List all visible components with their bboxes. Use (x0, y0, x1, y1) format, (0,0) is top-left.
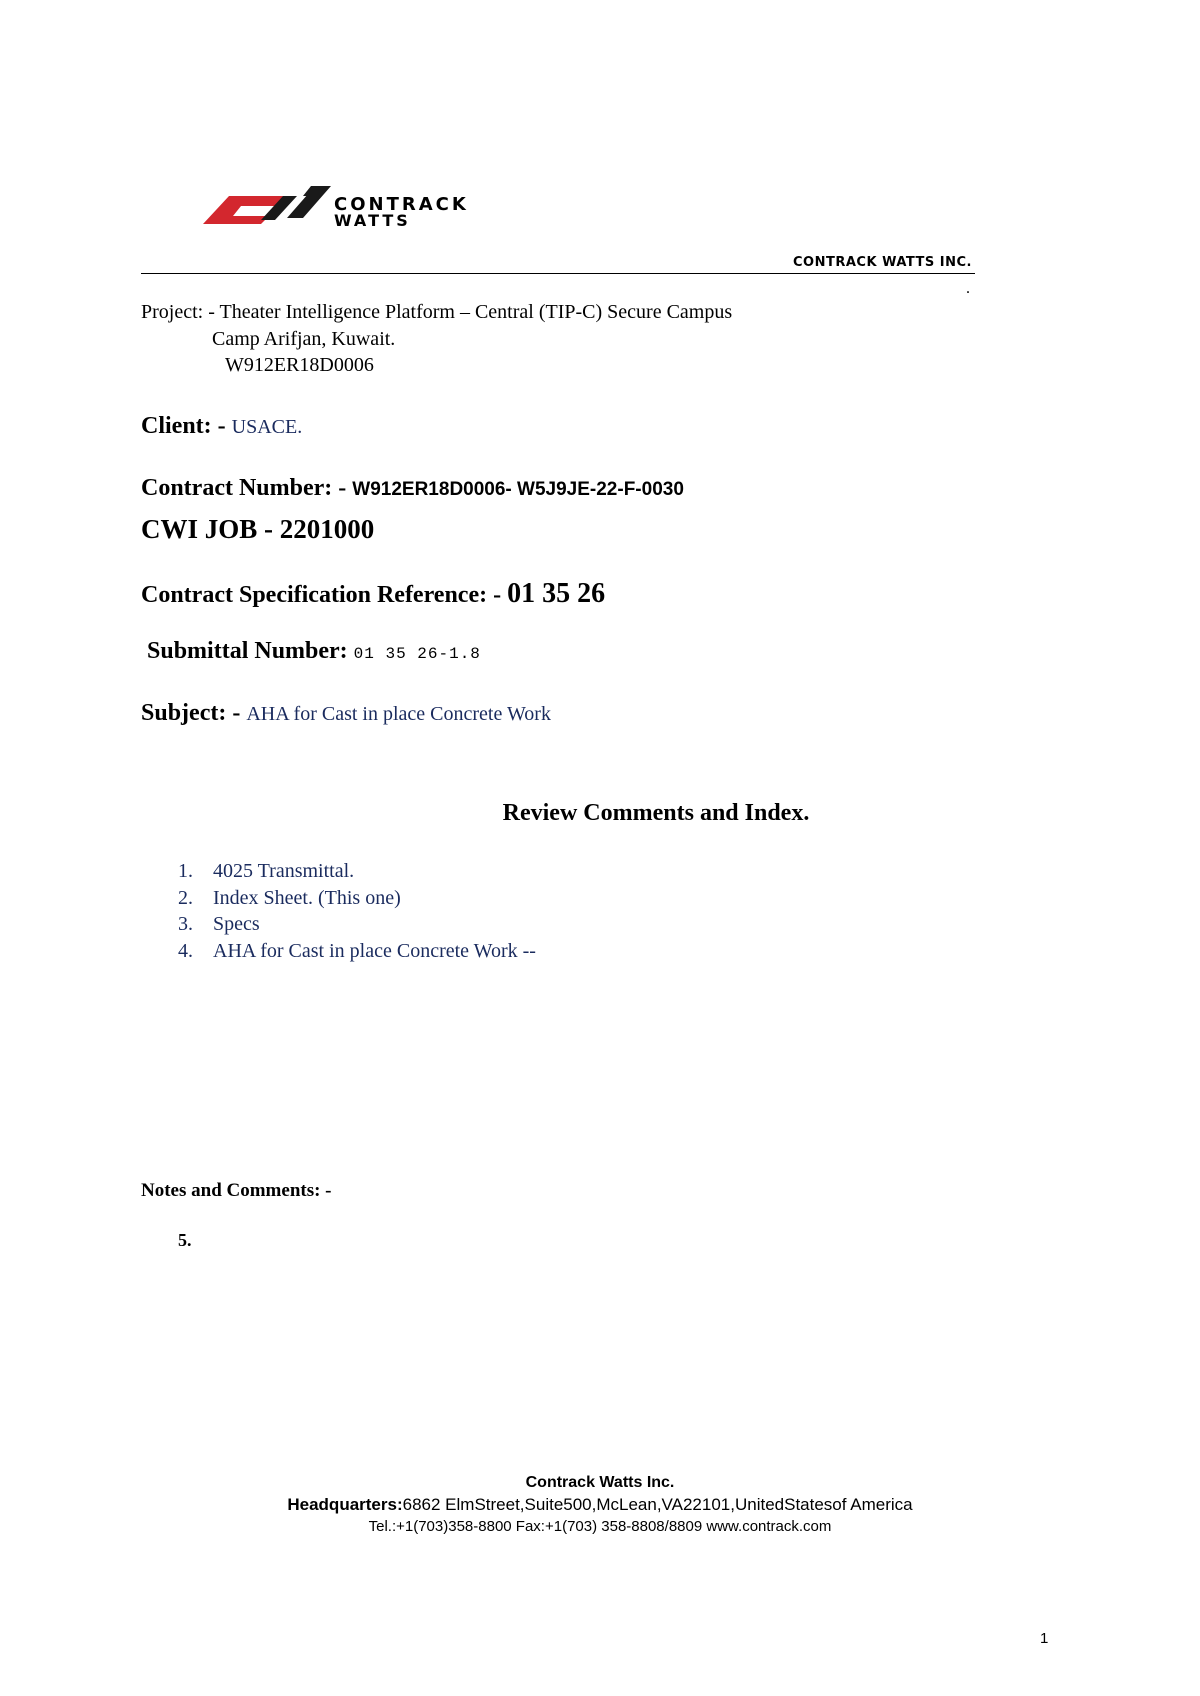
subject-field (141, 700, 551, 727)
list-item (170, 885, 536, 912)
footer-address (0, 1494, 1200, 1516)
client-field (141, 413, 302, 440)
list-item-number: 3. (178, 913, 193, 935)
logo-line-1: CONTRACK (334, 194, 469, 215)
list-item-number: 4. (178, 939, 193, 962)
client-value: USACE. (231, 416, 303, 438)
list-item-text: Index Sheet. (This one) (213, 886, 401, 909)
submittal-value: 01 35 26-1.8 (353, 645, 481, 663)
submittal-label: Submittal Number: (147, 638, 348, 664)
list-item-text: 4025 Transmittal. (213, 860, 355, 882)
project-label: Project: - (141, 301, 215, 323)
logo-line-2: WATTS (334, 211, 411, 230)
page-number: 1 (1040, 1630, 1049, 1647)
header-company-name: CONTRACK WATTS INC. (793, 255, 972, 270)
list-item (170, 858, 536, 885)
list-item-number: 2. (178, 886, 193, 909)
project-code: W912ER18D0006 (225, 354, 374, 376)
list-item-number: 1. (178, 860, 193, 882)
cwi-job-label: CWI JOB - (141, 514, 274, 544)
client-label: Client: - (141, 413, 226, 439)
page-footer (0, 1472, 1200, 1538)
notes-item-number: 5. (178, 1230, 192, 1250)
project-name: Theater Intelligence Platform – Central (TIP-C) Secure Campus (219, 301, 733, 323)
notes-label: Notes and Comments: - (141, 1180, 332, 1201)
footer-company: Contrack Watts Inc. (525, 1474, 675, 1491)
contract-field (141, 475, 684, 502)
subject-label: Subject: - (141, 700, 241, 726)
list-item-text: Specs (213, 913, 260, 935)
spec-ref-value: 01 35 26 (507, 578, 606, 609)
review-heading: Review Comments and Index. (502, 800, 810, 826)
spec-ref-label: Contract Specification Reference: - (141, 582, 502, 608)
submittal-field (147, 638, 481, 665)
footer-hq-label: Headquarters: (287, 1495, 403, 1514)
contract-label: Contract Number: - (141, 475, 347, 501)
list-item (170, 911, 536, 938)
footer-hq-address: 6862 ElmStreet,Suite500,McLean,VA22101,UnitedStatesof America (402, 1495, 913, 1514)
list-item (170, 938, 536, 965)
cwi-job-field (141, 514, 374, 545)
list-item-text: AHA for Cast in place Concrete Work -- (213, 939, 536, 962)
contract-value: W912ER18D0006- W5J9JE-22-F-0030 (352, 479, 684, 500)
spec-ref-field (141, 578, 605, 610)
project-line (141, 301, 732, 324)
footer-contact: Tel.:+1(703)358-8800 Fax:+1(703) 358-8808/8809 www.contrack.com (368, 1518, 832, 1535)
index-list (170, 858, 536, 964)
cwi-job-value: 2201000 (279, 514, 375, 544)
subject-value: AHA for Cast in place Concrete Work (246, 703, 551, 725)
project-location: Camp Arifjan, Kuwait. (212, 328, 396, 350)
header-dot: . (966, 280, 970, 297)
header-rule (141, 273, 975, 274)
